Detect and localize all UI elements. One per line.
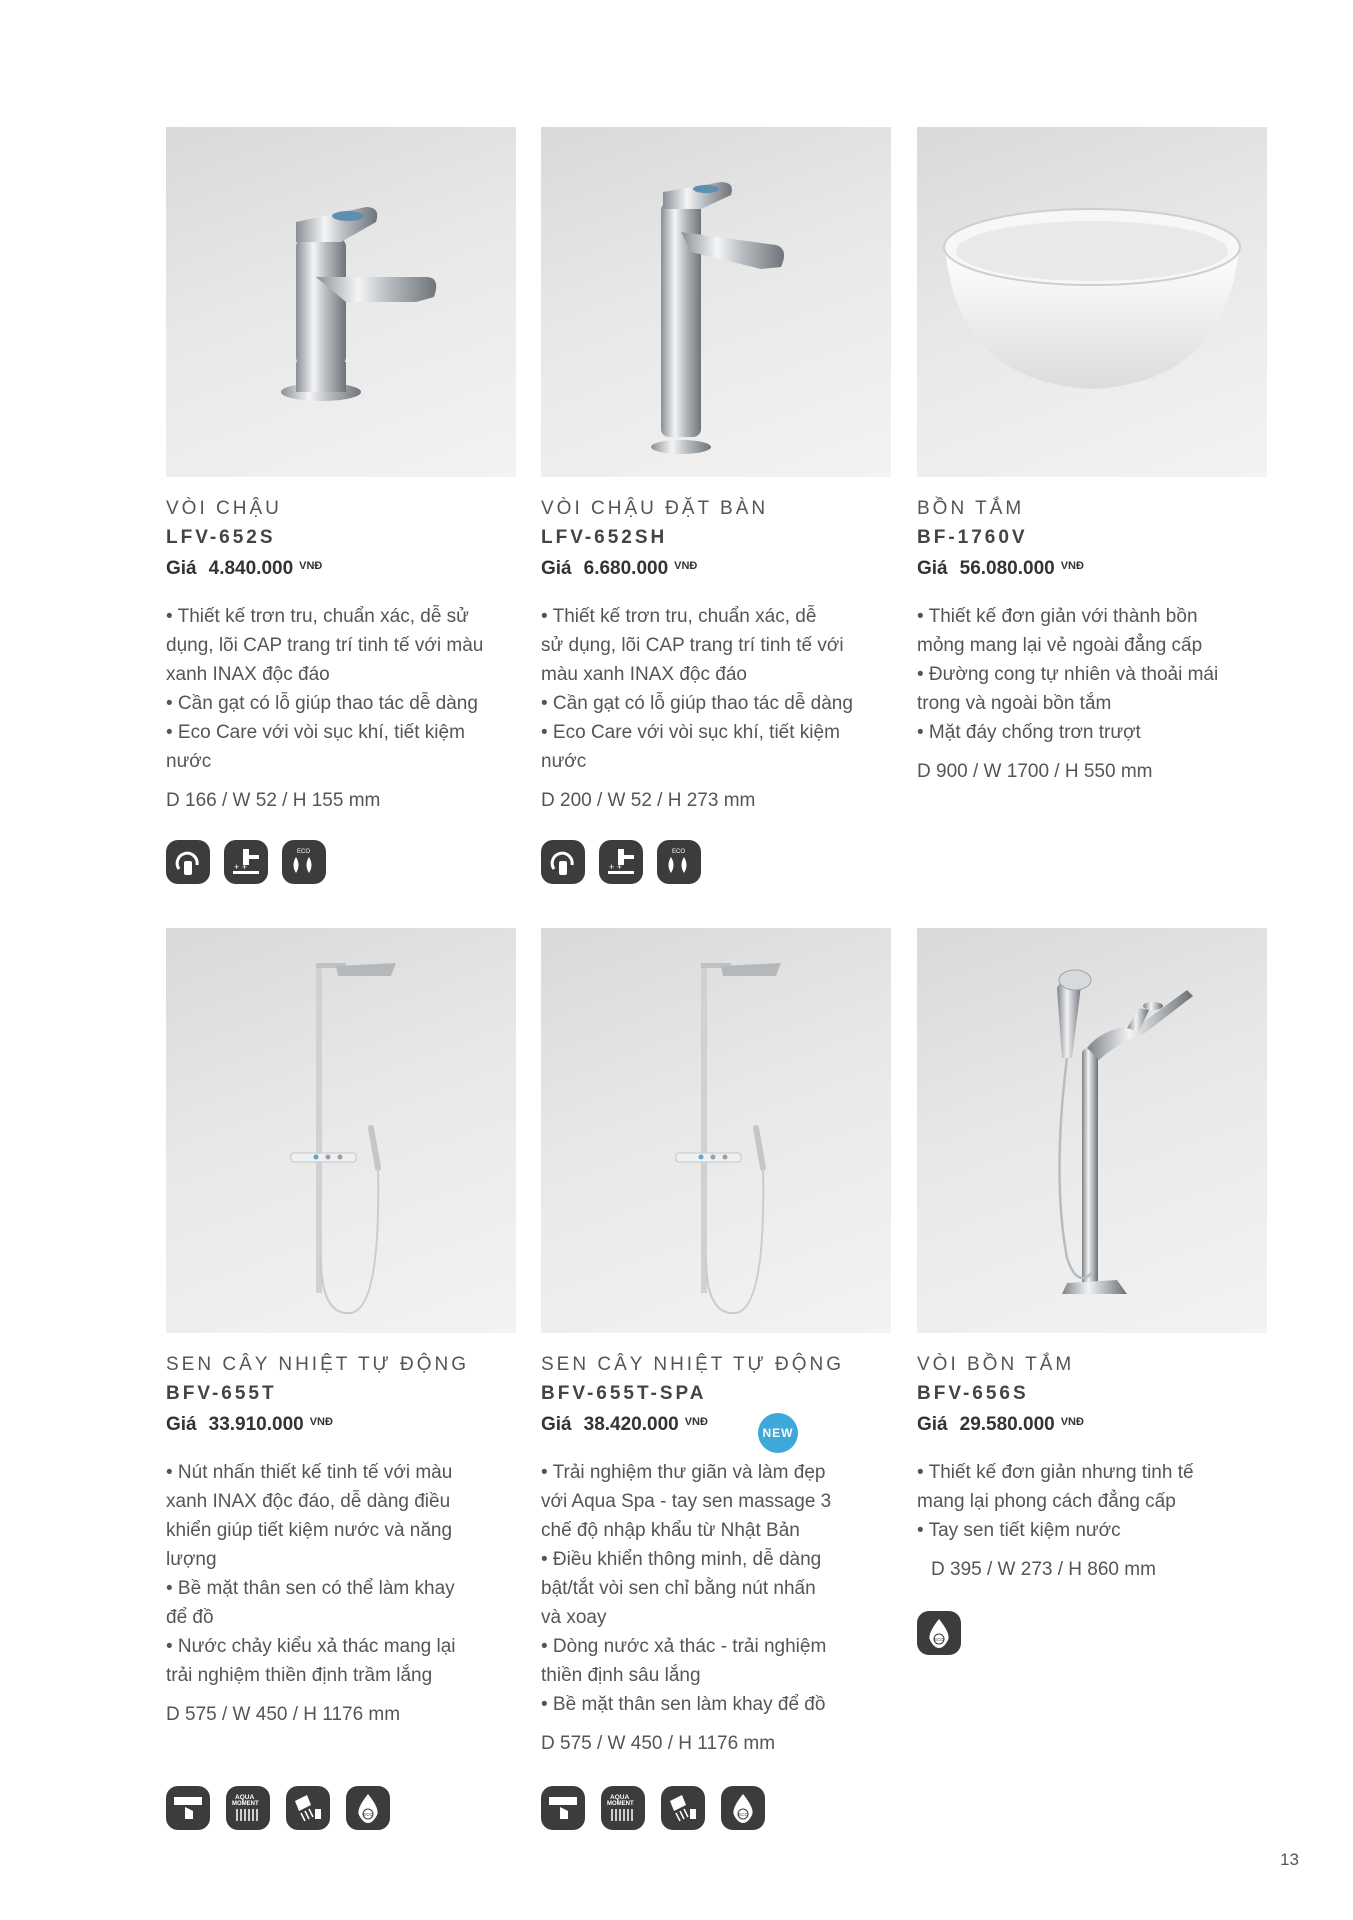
svg-text:ECO: ECO bbox=[297, 849, 311, 855]
product-card-lfv-652sh bbox=[541, 127, 891, 884]
price-label: Giá bbox=[541, 1414, 572, 1435]
price-currency: VNĐ bbox=[674, 560, 698, 572]
product-card-bfv-655t bbox=[166, 928, 516, 1830]
push-button-icon bbox=[166, 1786, 210, 1830]
feature-line: nước bbox=[166, 751, 212, 772]
feature-line: lượng bbox=[166, 1549, 217, 1570]
product-card-bfv-656s bbox=[917, 928, 1267, 1655]
product-price bbox=[166, 1414, 516, 1436]
product-code: BFV-655T bbox=[166, 1383, 277, 1404]
eco-drops-icon bbox=[657, 840, 701, 884]
feature-line: màu xanh INAX độc đáo bbox=[541, 664, 747, 685]
feature-line: với Aqua Spa - tay sen massage 3 bbox=[541, 1491, 832, 1512]
feature-line: thiền định sâu lắng bbox=[541, 1665, 701, 1686]
price-label: Giá bbox=[166, 1414, 197, 1435]
product-photo-shower-column bbox=[166, 928, 516, 1333]
aqua-moment-icon bbox=[226, 1786, 270, 1830]
svg-text:AQUA: AQUA bbox=[610, 1794, 630, 1801]
price-value: 33.910.000 bbox=[208, 1414, 304, 1435]
feature-line: sử dụng, lõi CAP trang trí tinh tế với bbox=[541, 635, 844, 656]
product-dimensions: D 575 / W 450 / H 1176 mm bbox=[541, 1733, 776, 1754]
product-dimensions: D 395 / W 273 / H 860 mm bbox=[931, 1559, 1156, 1580]
price-value: 6.680.000 bbox=[583, 558, 669, 579]
product-price bbox=[917, 1414, 1267, 1436]
product-card-lfv-652s bbox=[166, 127, 516, 884]
price-label: Giá bbox=[166, 558, 197, 579]
price-currency: VNĐ bbox=[1060, 560, 1084, 572]
feature-line: và xoay bbox=[541, 1607, 607, 1628]
product-photo-bathtub bbox=[917, 127, 1267, 477]
eco-drop-icon bbox=[346, 1786, 390, 1830]
feature-line: • Thiết kế đơn giản với thành bồn bbox=[917, 606, 1198, 627]
feature-line: • Thiết kế đơn giản nhưng tinh tế bbox=[917, 1462, 1194, 1483]
product-category: SEN CÂY NHIỆT TỰ ĐỘNG bbox=[166, 1354, 470, 1375]
feature-line: để đồ bbox=[166, 1607, 214, 1628]
feature-line: • Đường cong tự nhiên và thoải mái bbox=[917, 664, 1219, 685]
price-label: Giá bbox=[917, 558, 948, 579]
aqua-moment-icon bbox=[601, 1786, 645, 1830]
product-category: SEN CÂY NHIỆT TỰ ĐỘNG bbox=[541, 1354, 845, 1375]
svg-text:AQUA: AQUA bbox=[235, 1794, 255, 1801]
product-category: VÒI CHẬU ĐẶT BÀN bbox=[541, 498, 769, 519]
rotate-handle-icon bbox=[541, 840, 585, 884]
product-photo-tub-filler bbox=[917, 928, 1267, 1333]
svg-text:ECO: ECO bbox=[934, 1637, 945, 1642]
eco-drops-icon bbox=[282, 840, 326, 884]
feature-line: • Cần gạt có lỗ giúp thao tác dễ dàng bbox=[541, 693, 853, 714]
feature-line: khiển giúp tiết kiệm nước và năng bbox=[166, 1520, 453, 1541]
feature-line: • Tay sen tiết kiệm nước bbox=[917, 1520, 1121, 1541]
feature-line: nước bbox=[541, 751, 587, 772]
feature-line: xanh INAX độc đáo bbox=[166, 664, 330, 685]
product-photo-shower-column-spa bbox=[541, 928, 891, 1333]
price-currency: VNĐ bbox=[309, 1416, 333, 1428]
faucet-flow-icon bbox=[599, 840, 643, 884]
product-price bbox=[917, 558, 1267, 580]
feature-line: • Mặt đáy chống trơn trượt bbox=[917, 722, 1141, 743]
feature-line: • Dòng nước xả thác - trải nghiệm bbox=[541, 1636, 827, 1657]
svg-text:MOMENT: MOMENT bbox=[232, 1801, 259, 1807]
price-label: Giá bbox=[917, 1414, 948, 1435]
product-features bbox=[541, 602, 891, 776]
feature-icons bbox=[166, 840, 516, 884]
product-dimensions: D 166 / W 52 / H 155 mm bbox=[166, 790, 381, 811]
feature-line: bật/tắt vòi sen chỉ bằng nút nhấn bbox=[541, 1578, 816, 1599]
svg-text:MOMENT: MOMENT bbox=[607, 1801, 634, 1807]
new-badge: NEW bbox=[758, 1413, 798, 1453]
product-category: VÒI CHẬU bbox=[166, 498, 282, 519]
thermostat-shower-icon bbox=[661, 1786, 705, 1830]
feature-line: trong và ngoài bồn tắm bbox=[917, 693, 1112, 714]
product-features bbox=[917, 1458, 1267, 1545]
product-price bbox=[541, 558, 891, 580]
feature-line: • Thiết kế trơn tru, chuẩn xác, dễ bbox=[541, 606, 817, 627]
feature-line: • Cần gạt có lỗ giúp thao tác dễ dàng bbox=[166, 693, 478, 714]
feature-icons bbox=[917, 1611, 1267, 1655]
price-currency: VNĐ bbox=[1060, 1416, 1084, 1428]
push-button-icon bbox=[541, 1786, 585, 1830]
feature-line: • Bề mặt thân sen làm khay để đồ bbox=[541, 1694, 826, 1715]
product-features bbox=[166, 1458, 516, 1690]
feature-icons bbox=[541, 1786, 891, 1830]
eco-drop-icon bbox=[917, 1611, 961, 1655]
product-code: BFV-656S bbox=[917, 1383, 1029, 1404]
product-photo-tall-faucet bbox=[541, 127, 891, 477]
feature-line: • Nút nhấn thiết kế tinh tế với màu bbox=[166, 1462, 453, 1483]
feature-line: • Bề mặt thân sen có thể làm khay bbox=[166, 1578, 455, 1599]
svg-text:+ +: + + bbox=[234, 862, 248, 872]
page-number: 13 bbox=[1280, 1850, 1299, 1869]
product-card-bfv-655t-spa bbox=[541, 928, 891, 1830]
feature-line: dụng, lõi CAP trang trí tinh tế với màu bbox=[166, 635, 484, 656]
feature-line: • Eco Care với vòi sục khí, tiết kiệm bbox=[541, 722, 840, 743]
feature-line: • Nước chảy kiểu xả thác mang lại bbox=[166, 1636, 456, 1657]
svg-text:+ +: + + bbox=[609, 862, 623, 872]
product-features bbox=[541, 1458, 891, 1719]
product-code: BF-1760V bbox=[917, 527, 1028, 548]
svg-text:ECO: ECO bbox=[363, 1812, 374, 1817]
feature-line: chế độ nhập khẩu từ Nhật Bản bbox=[541, 1520, 800, 1541]
product-dimensions: D 900 / W 1700 / H 550 mm bbox=[917, 761, 1153, 782]
feature-line: xanh INAX độc đáo, dễ dàng điều bbox=[166, 1491, 451, 1512]
price-value: 29.580.000 bbox=[959, 1414, 1055, 1435]
product-features bbox=[166, 602, 516, 776]
product-code-text: BFV-655T-SPA bbox=[541, 1383, 707, 1404]
rotate-handle-icon bbox=[166, 840, 210, 884]
price-currency: VNĐ bbox=[684, 1416, 708, 1428]
feature-line: • Eco Care với vòi sục khí, tiết kiệm bbox=[166, 722, 465, 743]
product-photo-faucet bbox=[166, 127, 516, 477]
product-dimensions: D 575 / W 450 / H 1176 mm bbox=[166, 1704, 401, 1725]
feature-line: • Trải nghiệm thư giãn và làm đẹp bbox=[541, 1462, 826, 1483]
product-features bbox=[917, 602, 1267, 747]
feature-line: mỏng mang lại vẻ ngoài đẳng cấp bbox=[917, 635, 1203, 656]
product-dimensions: D 200 / W 52 / H 273 mm bbox=[541, 790, 756, 811]
product-price bbox=[541, 1414, 891, 1436]
thermostat-shower-icon bbox=[286, 1786, 330, 1830]
product-category: VÒI BỒN TẮM bbox=[917, 1354, 1075, 1375]
feature-line: trải nghiệm thiền định trầm lắng bbox=[166, 1665, 433, 1686]
price-currency: VNĐ bbox=[299, 560, 323, 572]
eco-drop-icon bbox=[721, 1786, 765, 1830]
product-card-bf-1760v bbox=[917, 127, 1267, 783]
feature-line: • Điều khiển thông minh, dễ dàng bbox=[541, 1549, 822, 1570]
feature-line: mang lại phong cách đẳng cấp bbox=[917, 1491, 1176, 1512]
product-category: BỒN TẮM bbox=[917, 498, 1025, 519]
product-price bbox=[166, 558, 516, 580]
faucet-flow-icon bbox=[224, 840, 268, 884]
feature-icons bbox=[541, 840, 891, 884]
price-value: 38.420.000 bbox=[583, 1414, 679, 1435]
feature-line: • Thiết kế trơn tru, chuẩn xác, dễ sử bbox=[166, 606, 469, 627]
feature-icons bbox=[166, 1786, 516, 1830]
price-value: 4.840.000 bbox=[208, 558, 294, 579]
price-value: 56.080.000 bbox=[959, 558, 1055, 579]
price-label: Giá bbox=[541, 558, 572, 579]
product-code: LFV-652S bbox=[166, 527, 276, 548]
product-code: LFV-652SH bbox=[541, 527, 668, 548]
svg-text:ECO: ECO bbox=[672, 849, 686, 855]
svg-text:ECO: ECO bbox=[738, 1812, 749, 1817]
